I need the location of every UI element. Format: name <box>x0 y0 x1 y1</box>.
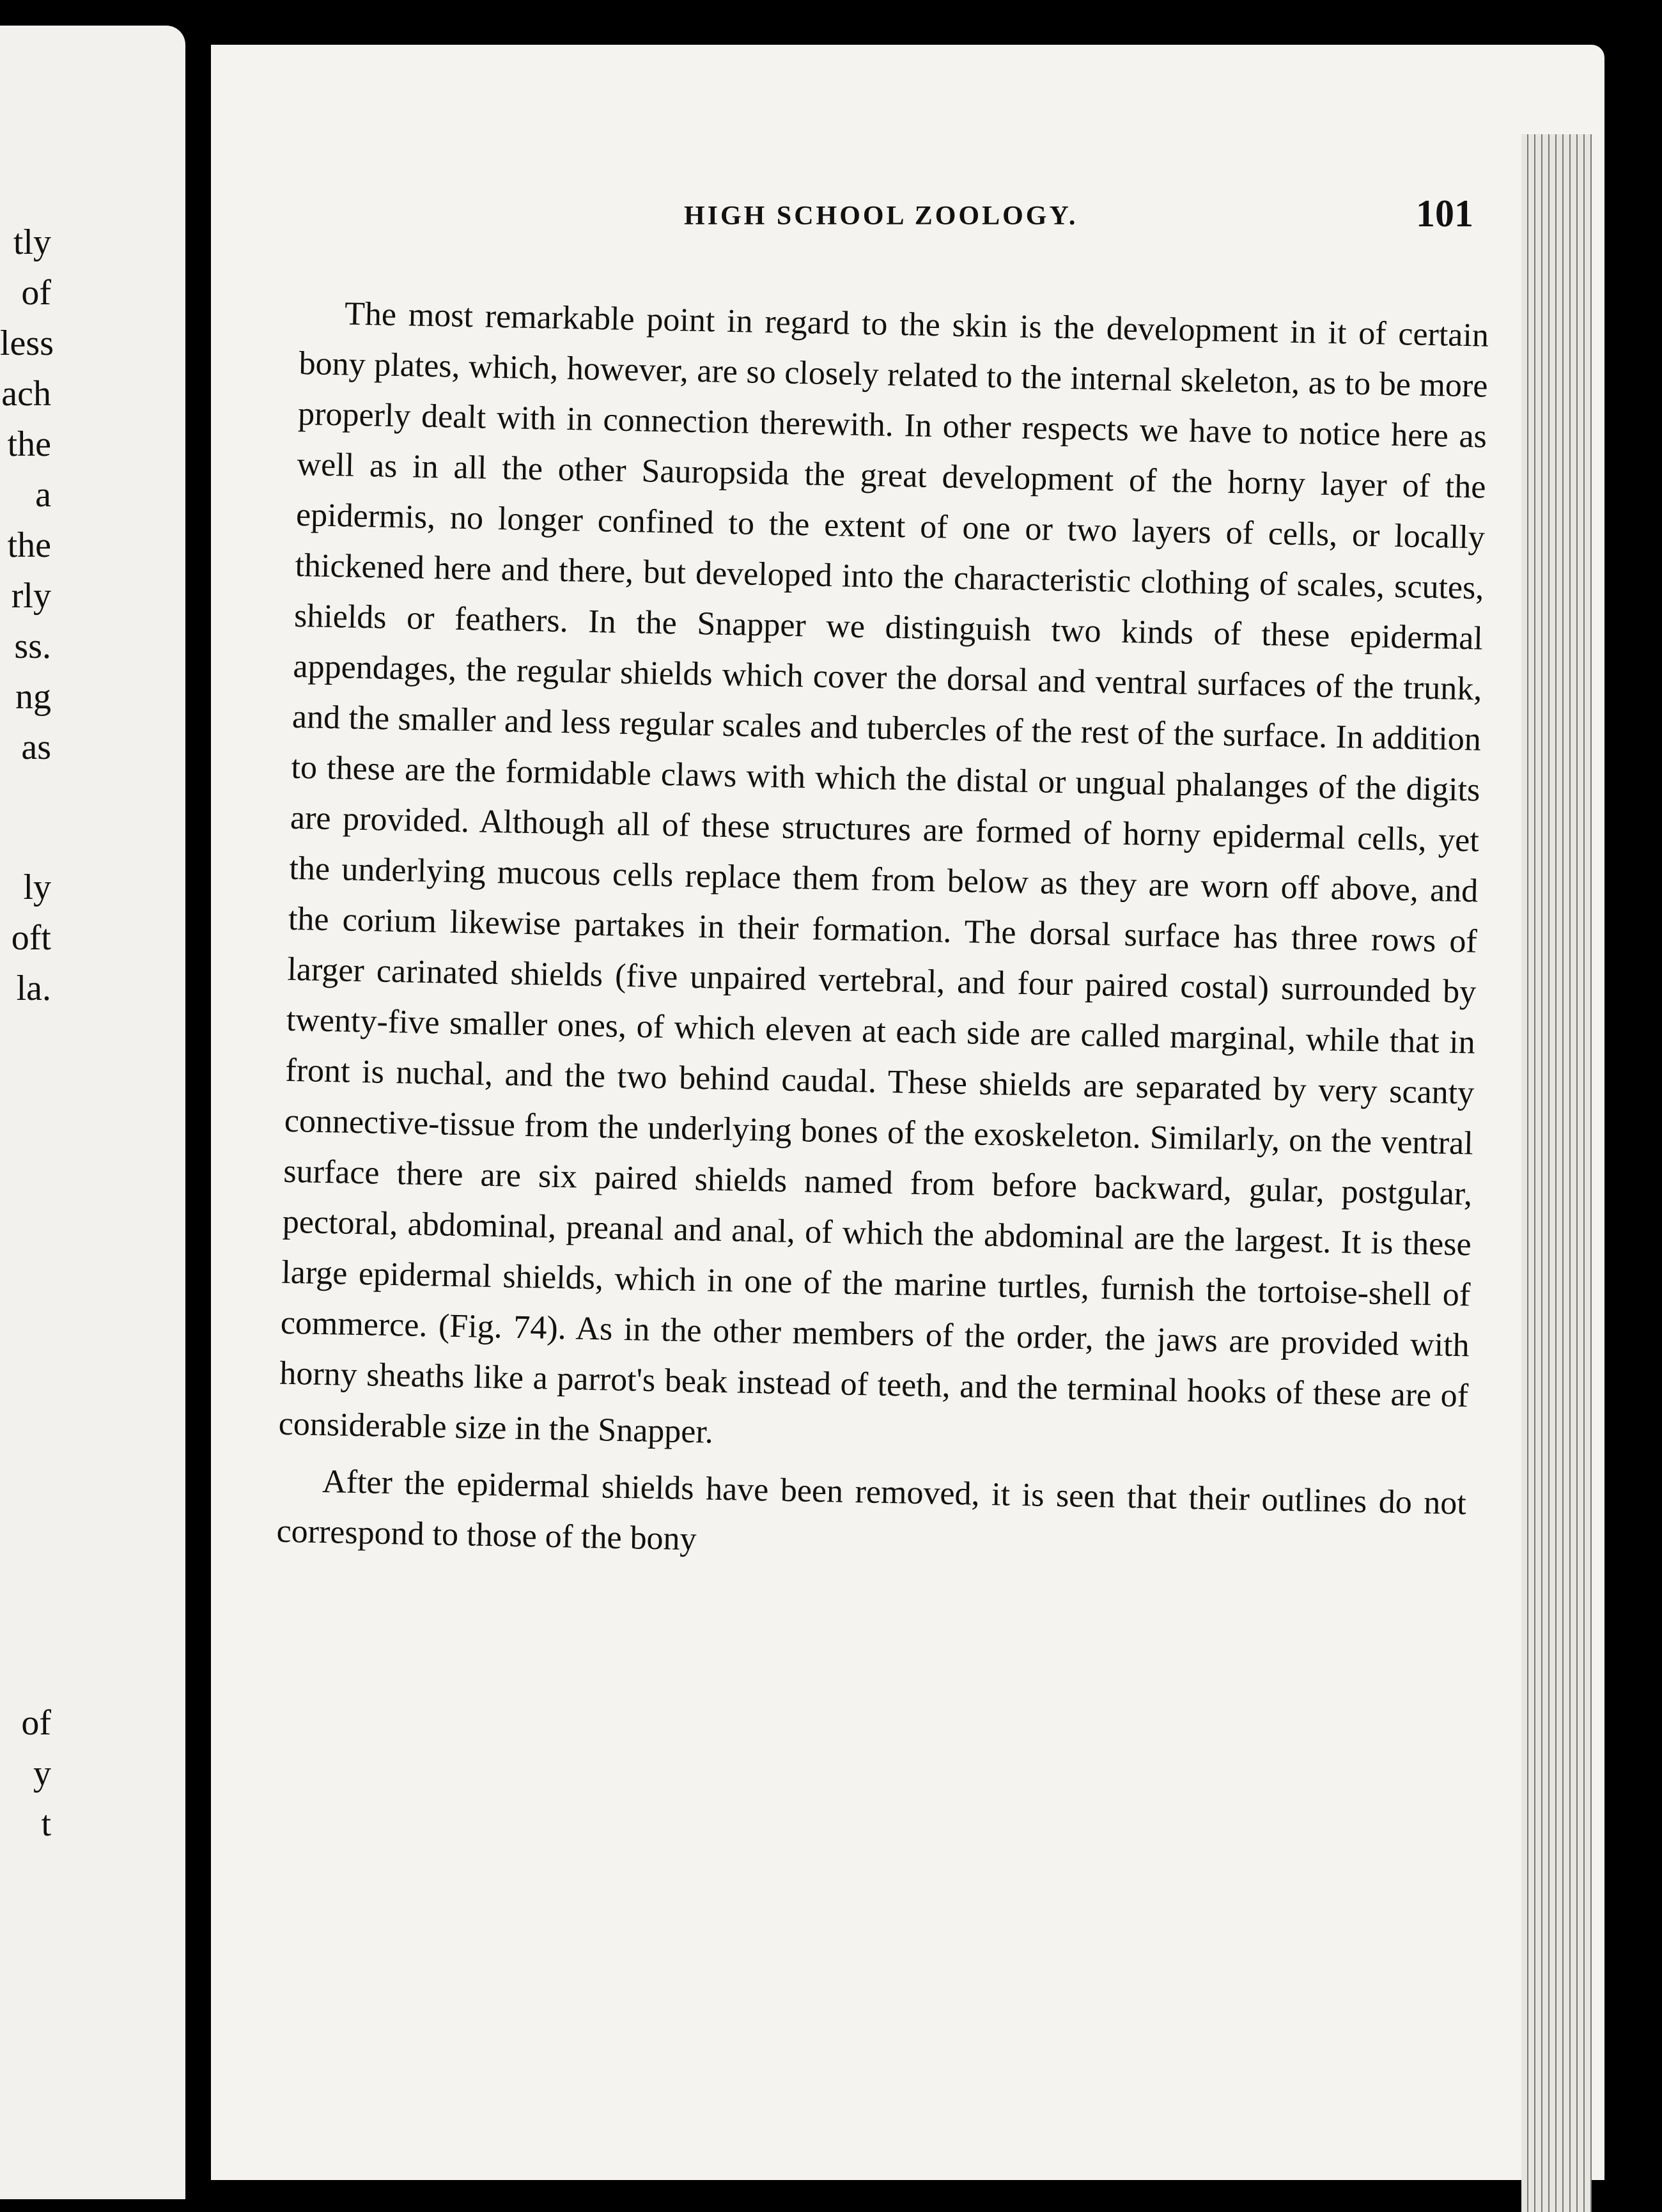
fragment: ly <box>23 868 51 907</box>
page-gutter <box>185 0 211 2209</box>
fragment: la. <box>16 969 51 1008</box>
book-page <box>211 45 1604 2180</box>
fragment: of <box>21 1703 51 1743</box>
fragment: oft <box>11 918 51 958</box>
fragment: as <box>21 728 51 767</box>
fragment: a <box>35 475 51 515</box>
fragment: rly <box>11 576 51 616</box>
fragment: y <box>33 1754 51 1793</box>
fragment: t <box>41 1804 51 1844</box>
page-header <box>211 192 1604 256</box>
fragment: ach <box>1 374 51 414</box>
previous-page-text-fragments <box>0 217 54 1850</box>
paragraph: The most remarkable point in regard to the skin is the development in it of certain bony plates, which, however, are so closely related to the internal skeleton, as to be more properly dealt with in connection therewith. In other respects we have to notice here as well as in all the other Sauropsida the great development of the horny layer of the epidermis, no longer confined to the extent of one or two layers of cells, or locally thickened here and there, but developed into the characteristic clothing of scales, scutes, shields or feathers. In the Snapper we distinguish two kinds of these epidermal appendages, the regular shields which cover the dorsal and ventral surfaces of the trunk, and the smaller and less regular scales and tubercles of the rest of the surface. In addition to these are the formidable claws with which the distal or ungual phalanges of the digits are provided. Although all of these structures are formed of horny epidermal cells, yet the underlying mucous cells replace them from below as they are worn off above, and the corium likewise partakes in their formation. The dorsal surface has three rows of larger carinated shields (five unpaired vertebral, and four paired costal) surrounded by twenty-five smaller ones, of which eleven at each side are called marginal, while that in front is nuchal, and the two behind caudal. These shields are separated by very scanty connective-tissue from the underlying bones of the exoskeleton. Similarly, on the ventral surface there are six paired shields named from before backward, gular, postgular, pectoral, abdominal, preanal and anal, of which the abdominal are the largest. It is these large epidermal shields, which in one of the marine turtles, furnish the tortoise-shell of commerce. (Fig. 74). As in the other members of the order, the jaws are provided with horny sheaths like a parrot's beak instead of teeth, and the terminal hooks of these are of considerable size in the Snapper. <box>278 295 1489 1451</box>
fragment: less <box>0 323 54 363</box>
fragment: ss. <box>14 627 51 666</box>
fragment: the <box>7 424 51 464</box>
fragment: the <box>7 526 51 565</box>
page-number: 101 <box>1416 192 1473 235</box>
running-head: HIGH SCHOOL ZOOLOGY. <box>684 201 1078 231</box>
fragment: of <box>21 273 51 313</box>
fragment: tly <box>13 222 51 262</box>
paragraph: After the epidermal shields have been removed, it is seen that their outlines do not correspond to those of the bony <box>276 1463 1467 1558</box>
stacked-page-edges <box>1521 134 1592 2212</box>
fragment: ng <box>15 677 51 717</box>
body-text <box>276 288 1489 1579</box>
